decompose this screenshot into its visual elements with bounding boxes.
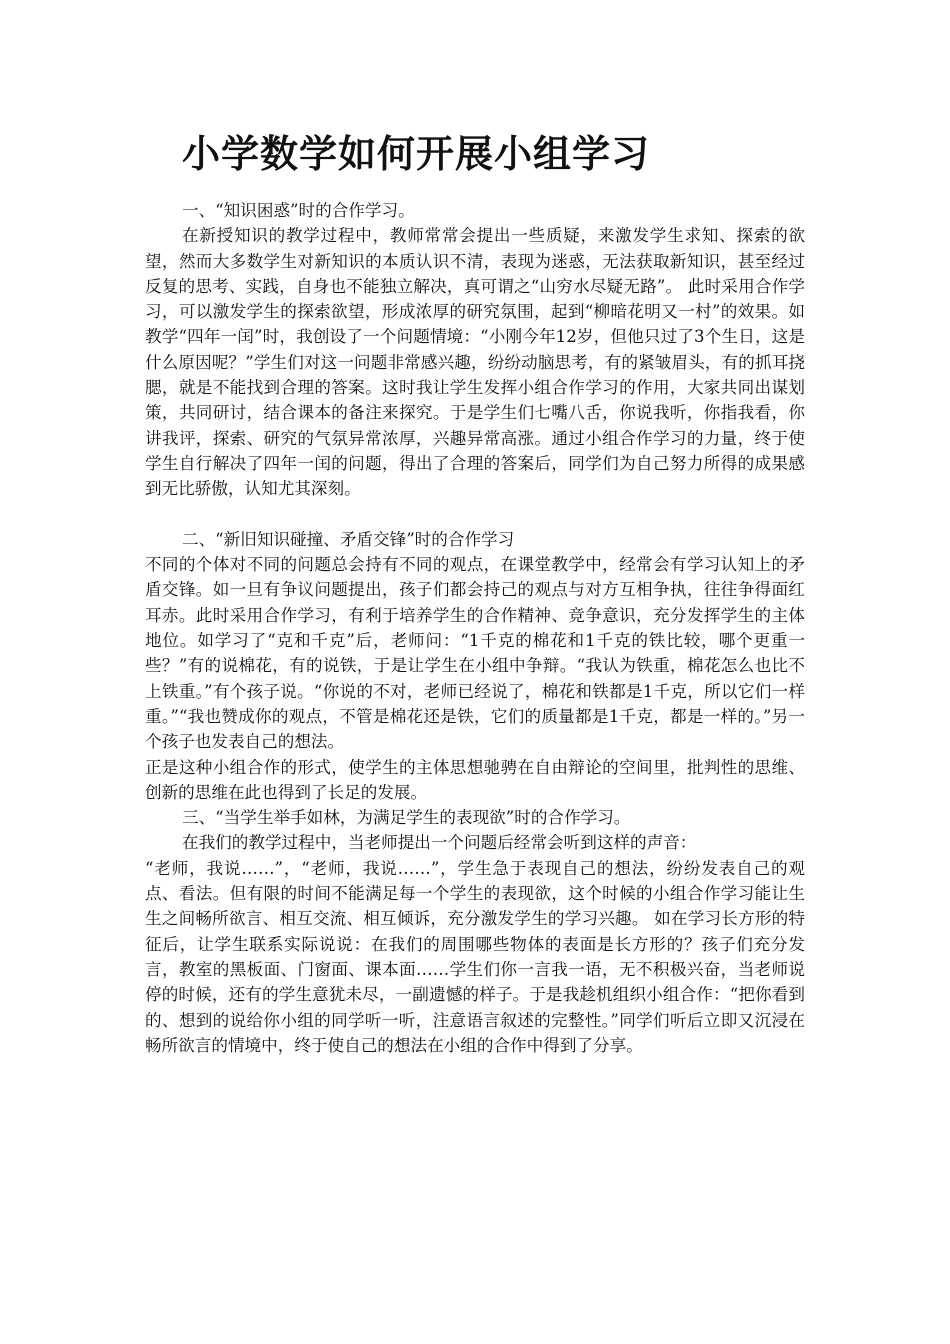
page-title: 小学数学如何开展小组学习 [182, 132, 651, 176]
blank-line [145, 502, 805, 527]
section-heading-3: 三、“当学生举手如林，为满足学生的表现欲”时的合作学习。 [182, 808, 631, 828]
paragraph-5: “老师，我说……”，“老师，我说……”，学生急于表现自己的想法，纷纷发表自己的观点、看法。但有限的时间不能满足每一个学生的表现欲，这个时候的小组合作学习能让生生之间畅所欲言、相互交流、相互倾诉，充分激发学生的学习兴趣。 如在学习长方形的特征后，让学生联系实际说说：在我们的周围哪些物体的表面是长方形的？孩子们充分发言，教室的黑板面、门窗面、课本面……学生们你一言我一语，无不积极兴奋，当老师说停的时候，还有的学生意犹未尽，一副遗憾的样子。于是我趁机组织小组合作：“把你看到的、想到的说给你小组的同学听一听，注意语言叙述的完整性。”同学们听后立即又沉浸在畅所欲言的情境中，终于使自己的想法在小组的合作中得到了分享。 [145, 858, 805, 1055]
section-heading-2: 二、“新旧知识碰撞、矛盾交锋”时的合作学习 [182, 529, 515, 549]
paragraph-3: 正是这种小组合作的形式，使学生的主体思想驰骋在自由辩论的空间里，批判性的思维、创新的思维在此也得到了长足的发展。 [145, 757, 805, 802]
section-heading-1: 一、“知识困惑”时的合作学习。 [182, 201, 415, 220]
paragraph-1: 在新授知识的教学过程中，教师常常会提出一些质疑，来激发学生求知、探索的欲望，然而大多数学生对新知识的本质认识不清，表现为迷惑，无法获取新知识，甚至经过反复的思考、实践，自身也不能独立解决，真可谓之“山穷水尽疑无路”。 此时采用合作学习，可以激发学生的探索欲望，形成浓厚的研究氛围，起到“柳暗花明又一村”的效果。如教学“四年一闰”时，我创设了一个问题情境：“小刚今年12岁，但他只过了3个生日，这是什么原因呢？”学生们对这一问题非常感兴趣，纷纷动脑思考，有的紧皱眉头，有的抓耳挠腮，就是不能找到合理的答案。这时我让学生发挥小组合作学习的作用，大家共同出谋划策，共同研讨，结合课本的备注来探究。于是学生们七嘴八舌，你说我听，你指我看，你讲我评，探索、研究的气氛异常浓厚，兴趣异常高涨。通过小组合作学习的力量，终于使学生自行解决了四年一闰的问题，得出了合理的答案后，同学们为自己努力所得的成果感到无比骄傲，认知尤其深刻。 [145, 226, 805, 499]
document-body [145, 198, 805, 1058]
paragraph-2: 不同的个体对不同的问题总会持有不同的观点，在课堂教学中，经常会有学习认知上的矛盾交锋。如一旦有争议问题提出，孩子们都会持己的观点与对方互相争执，往往争得面红耳赤。此时采用合作学习，有利于培养学生的合作精神、竞争意识，充分发挥学生的主体地位。如学习了“克和千克”后，老师问：“1千克的棉花和1千克的铁比较，哪个更重一些？”有的说棉花，有的说铁，于是让学生在小组中争辩。“我认为铁重，棉花怎么也比不上铁重。”有个孩子说。“你说的不对，老师已经说了，棉花和铁都是1千克，所以它们一样重。”“我也赞成你的观点，不管是棉花还是铁，它们的质量都是1千克，都是一样的。”另一个孩子也发表自己的想法。 [145, 555, 805, 752]
paragraph-4: 在我们的教学过程中，当老师提出一个问题后经常会听到这样的声音： [182, 833, 697, 853]
